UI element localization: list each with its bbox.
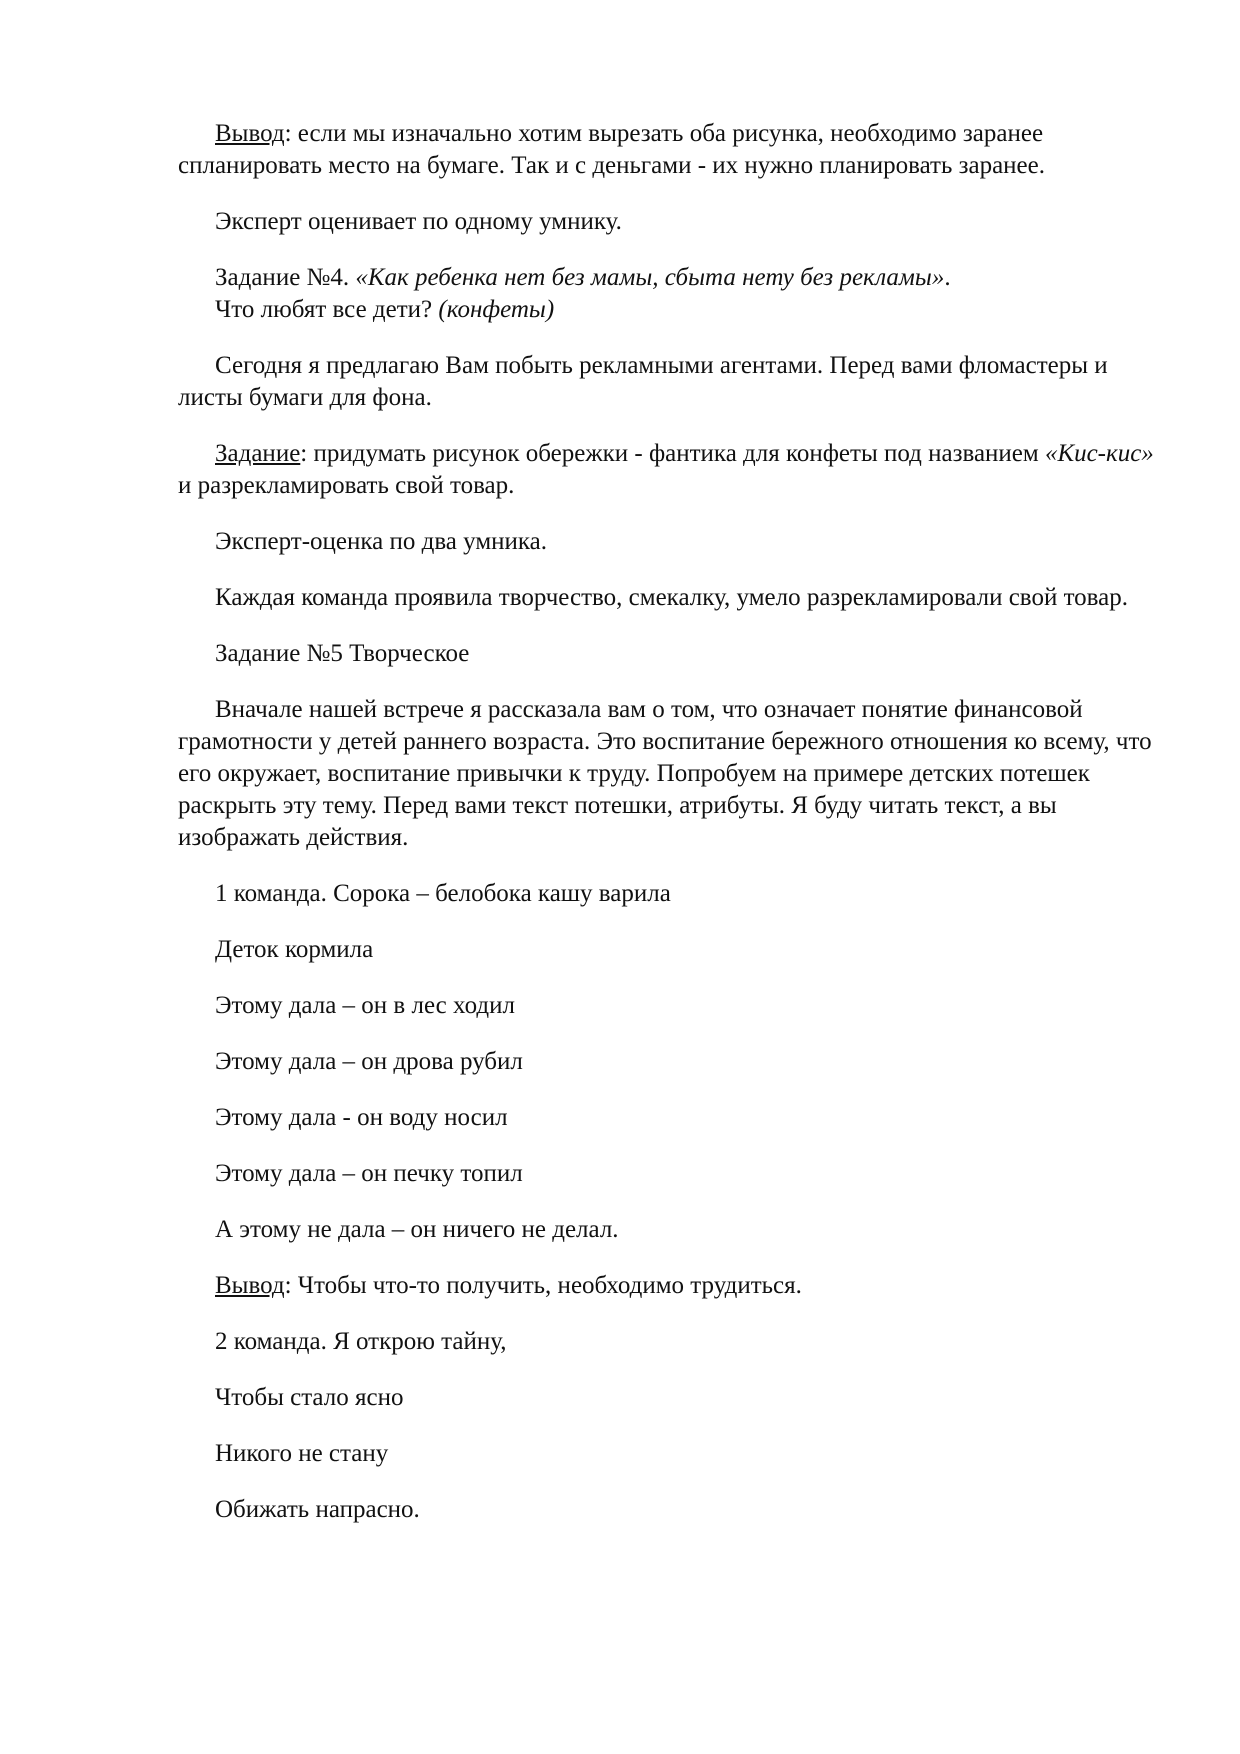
verse2-line: Никого не стану xyxy=(215,1440,389,1467)
verse1-line: Деток кормила xyxy=(215,936,374,963)
candy-name: «Кис-кис» xyxy=(1044,440,1154,467)
verse2-line: 2 команда. Я открою тайну, xyxy=(215,1328,507,1355)
task-4-answer: (конфеты) xyxy=(438,296,555,323)
verse1-line: 1 команда. Сорока – белобока кашу варила xyxy=(215,880,671,907)
verse1-line: Этому дала – он печку топил xyxy=(215,1160,523,1187)
teams-creativity-paragraph: Каждая команда проявила творчество, смекалку, умело разрекламировали свой товар. xyxy=(215,584,1128,611)
document-body xyxy=(178,118,1158,1550)
conclusion-paragraph-1 xyxy=(178,118,1158,182)
task-text-a: : придумать рисунок обережки - фантика для конфеты под названием xyxy=(300,440,1045,467)
task-4-lead: Задание №4. xyxy=(215,264,356,291)
expert-rating-paragraph: Эксперт оценивает по одному умнику. xyxy=(215,208,622,235)
verse2-line: Чтобы стало ясно xyxy=(215,1384,404,1411)
conclusion-2-label: Вывод xyxy=(215,1272,285,1299)
financial-literacy-paragraph: Вначале нашей встрече я рассказала вам о том, что означает понятие финансовой грамотности у детей раннего возраста. Это воспитание бережного отношения ко всему, что его окружает, воспитание привычки к труду. Попробуем на примере детских потешек раскрыть эту тему. Перед вами текст потешки, атрибуты. Я буду читать текст, а вы изображать действия. xyxy=(178,696,1152,851)
task-text-b: и разрекламировать свой товар. xyxy=(178,472,515,499)
advertising-agents-paragraph: Сегодня я предлагаю Вам побыть рекламными агентами. Перед вами фломастеры и листы бумаги для фона. xyxy=(178,352,1108,411)
conclusion-label: Вывод xyxy=(215,120,285,147)
task-4-tail: . xyxy=(944,264,951,291)
conclusion-2-text: : Чтобы что-то получить, необходимо трудиться. xyxy=(284,1272,802,1299)
verse1-line: Этому дала - он воду носил xyxy=(215,1104,508,1131)
verse1-line: Этому дала – он дрова рубил xyxy=(215,1048,523,1075)
verse1-line: А этому не дала – он ничего не делал. xyxy=(215,1216,619,1243)
verse1-line: Этому дала – он в лес ходил xyxy=(215,992,515,1019)
verse2-line: Обижать напрасно. xyxy=(215,1496,420,1523)
conclusion-text: : если мы изначально хотим вырезать оба рисунка, необходимо заранее спланировать место на бумаге. Так и с деньгами - их нужно планировать заранее. xyxy=(178,120,1045,179)
task-4-quote: «Как ребенка нет без мамы, сбыта нету без рекламы» xyxy=(355,264,945,291)
task-paragraph xyxy=(178,438,1158,502)
task-label: Задание xyxy=(215,440,301,467)
task-4-heading xyxy=(178,262,1158,294)
conclusion-paragraph-2 xyxy=(178,1270,1158,1302)
expert-score-paragraph: Эксперт-оценка по два умника. xyxy=(215,528,548,555)
task-4-question-text: Что любят все дети? xyxy=(215,296,439,323)
task-5-heading: Задание №5 Творческое xyxy=(215,640,470,667)
task-4-question xyxy=(178,294,1158,326)
